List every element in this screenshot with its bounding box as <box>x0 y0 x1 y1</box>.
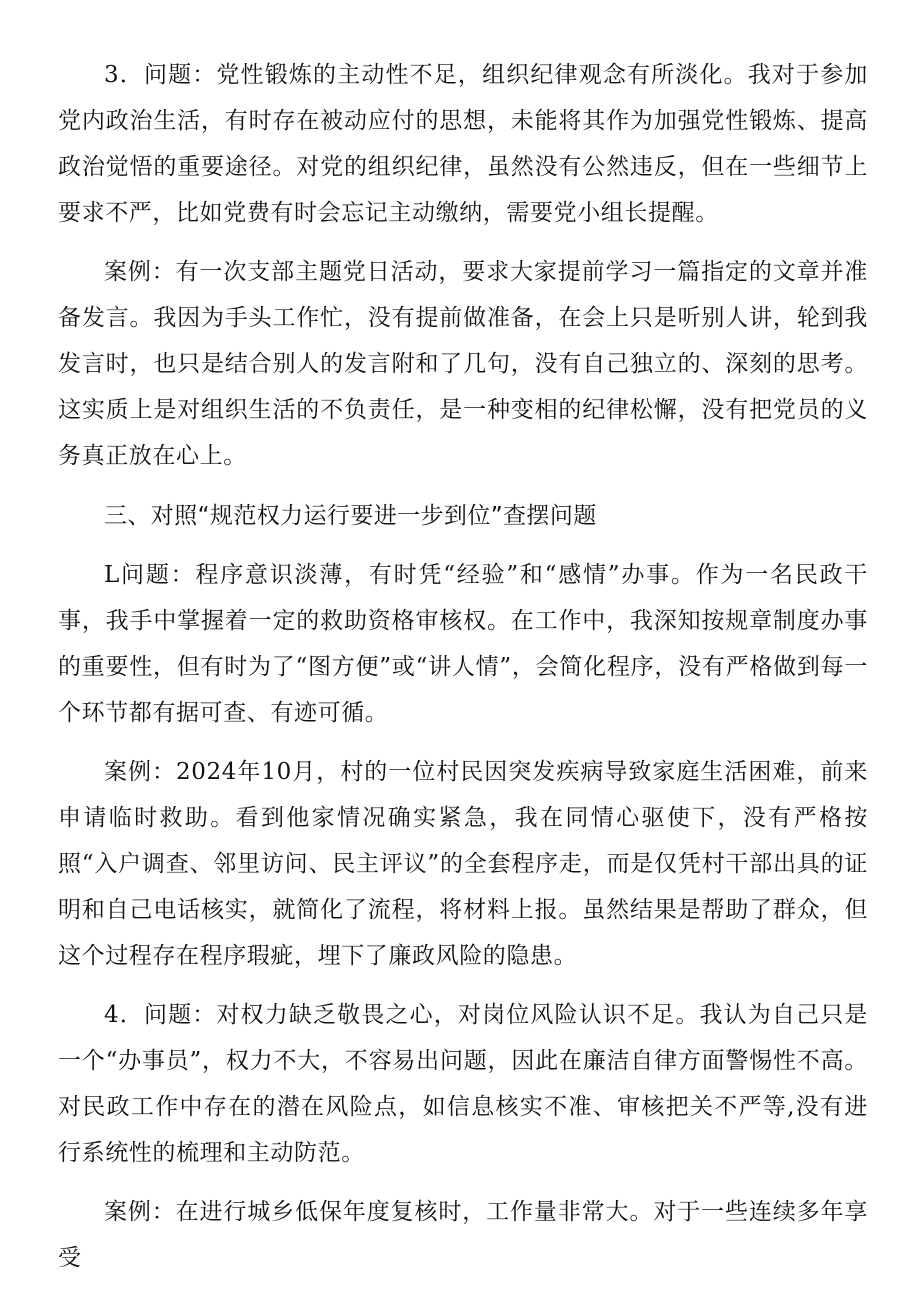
paragraph-problem-3: 3．问题：党性锻炼的主动性不足，组织纪律观念有所淡化。我对于参加党内政治生活，有时存在被动应付的思想，未能将其作为加强党性锻炼、提高政治觉悟的重要途径。对党的组织纪律，虽然没有公然违反，但在一些细节上要求不严，比如党费有时会忘记主动缴纳，需要党小组长提醒。 <box>58 62 868 226</box>
paragraph-case-1: 案例：2024年10月，村的一位村民因突发疾病导致家庭生活困难，前来申请临时救助。看到他家情况确实紧急，我在同情心驱使下，没有严格按照“入户调查、邻里访问、民主评议”的全套程序走，而是仅凭村干部出具的证明和自己电话核实，就简化了流程，将材料上报。虽然结果是帮助了群众，但这个过程存在程序瑕疵，埋下了廉政风险的隐患。 <box>58 759 868 969</box>
paragraph-problem-4: 4．问题：对权力缺乏敬畏之心，对岗位风险认识不足。我认为自己只是一个“办事员”，权力不大，不容易出问题，因此在廉洁自律方面警惕性不高。对民政工作中存在的潜在风险点，如信息核实不准、审核把关不严等,没有进行系统性的梳理和主动防范。 <box>58 1002 868 1166</box>
paragraph-case-3: 案例：有一次支部主题党日活动，要求大家提前学习一篇指定的文章并准备发言。我因为手头工作忙，没有提前做准备，在会上只是听别人讲，轮到我发言时，也只是结合别人的发言附和了几句，没有自己独立的、深刻的思考。这实质上是对组织生活的不负责任，是一种变相的纪律松懈，没有把党员的义务真正放在心上。 <box>58 259 868 469</box>
section-heading-3: 三、对照“规范权力运行要进一步到位”查摆问题 <box>104 503 597 529</box>
paragraph-problem-1: L问题：程序意识淡薄，有时凭“经验”和“感情”办事。作为一名民政干事，我手中掌握着一定的救助资格审核权。在工作中，我深知按规章制度办事的重要性，但有时为了“图方便”或“讲人情”，会简化程序，没有严格做到每一个环节都有据可查、有迹可循。 <box>58 562 868 726</box>
paragraph-case-4: 案例：在进行城乡低保年度复核时，工作量非常大。对于一些连续多年享受 <box>58 1199 868 1271</box>
